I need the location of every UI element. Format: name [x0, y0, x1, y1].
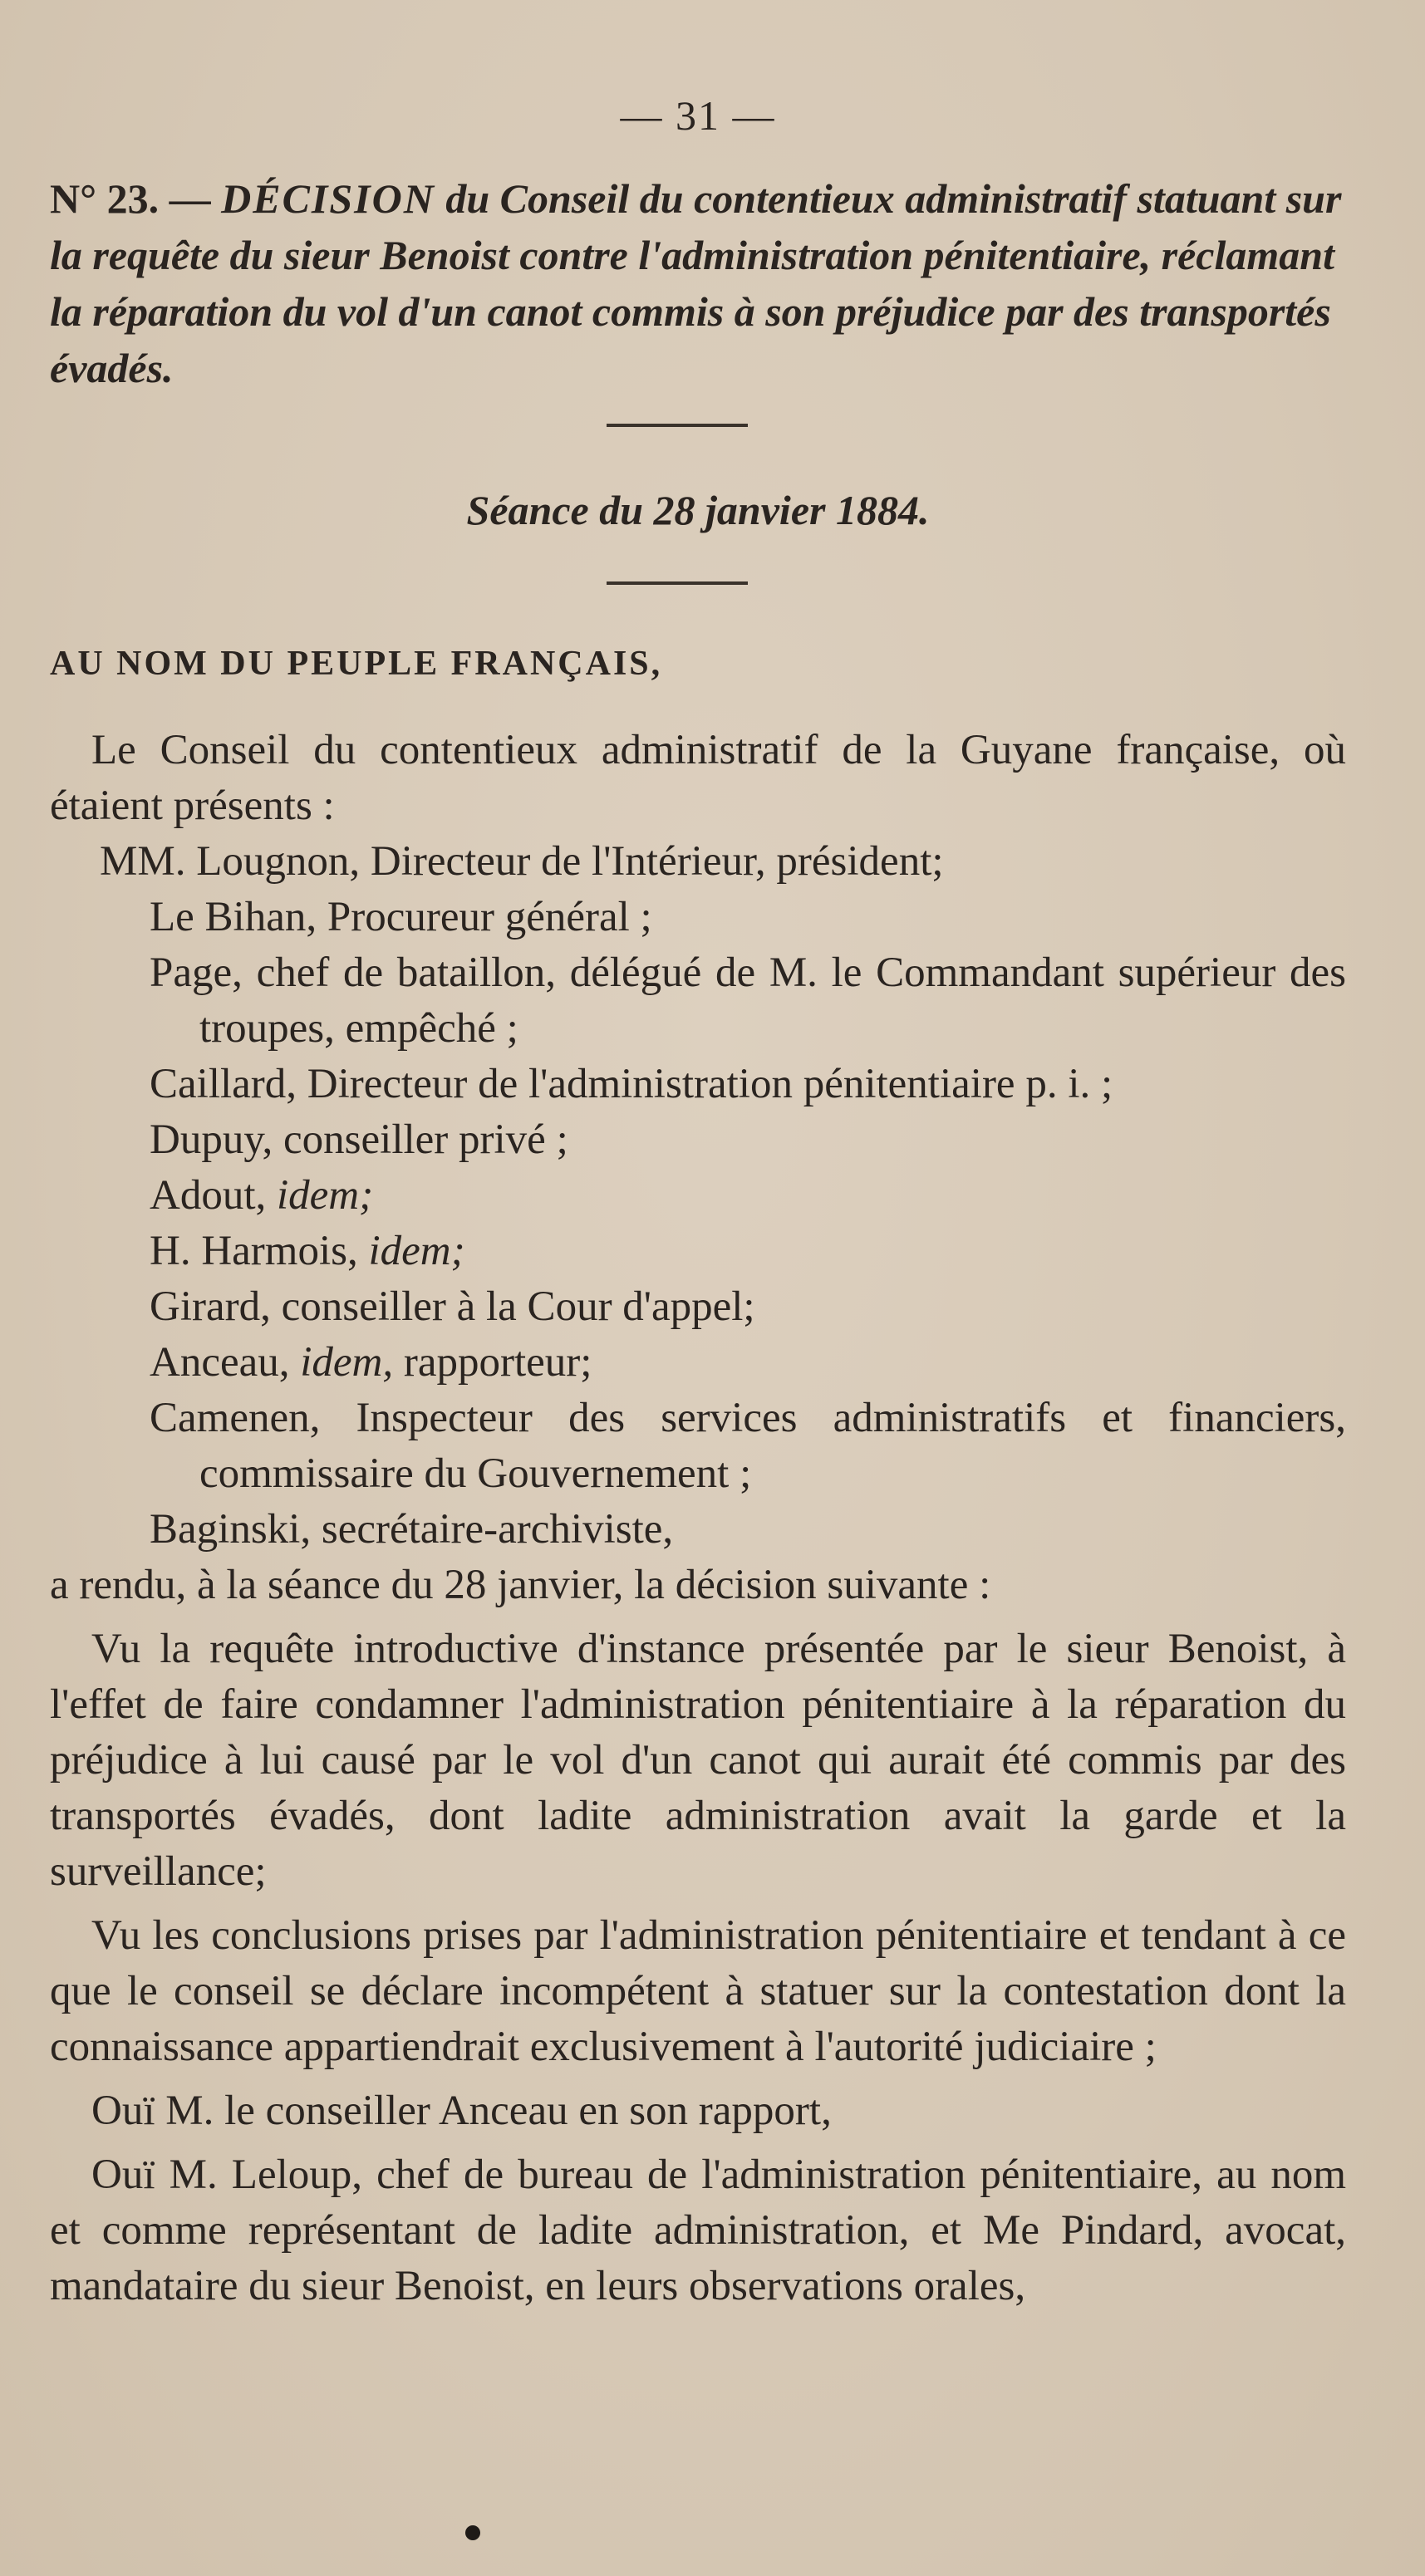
- member-line: Caillard, Directeur de l'administration pénitentiaire p. i. ;: [150, 1061, 1113, 1107]
- member-line: Camenen, Inspecteur des services administratifs et financiers, commissaire du Gouvernement ;: [150, 1395, 1346, 1497]
- divider-rule: [607, 424, 748, 427]
- member-line: Girard, conseiller à la Cour d'appel;: [150, 1283, 755, 1330]
- member-line: Anceau, idem, rapporteur;: [150, 1339, 592, 1386]
- vu-requete-paragraph: Vu la requête introductive d'instance présentée par le sieur Benoist, à l'effet de faire condamner l'administration pénitentiaire à la réparation du préjudice à lui causé par le vol d'un canot qui aurait été commis par des transportés évadés, dont ladite administration avait la garde et la surveillance;: [50, 1626, 1346, 1895]
- seance-date: Séance du 28 janvier 1884.: [466, 487, 930, 533]
- document-body: [50, 723, 1346, 2314]
- member-line: Le Bihan, Procureur général ;: [150, 894, 652, 940]
- member-line: MM. Lougnon, Directeur de l'Intérieur, président;: [100, 838, 944, 885]
- oui-representants-paragraph: Ouï M. Leloup, chef de bureau de l'administration pénitentiaire, au nom et comme représentant de ladite administration, et Me Pindard, avocat, mandataire du sieur Benoist, en leurs observations orales,: [50, 2152, 1346, 2309]
- document-page: [50, 0, 1346, 2576]
- member-line: Dupuy, conseiller privé ;: [150, 1116, 568, 1163]
- divider-rule: [607, 581, 748, 585]
- decision-heading: [50, 170, 1346, 396]
- oui-rapporteur-paragraph: Ouï M. le conseiller Anceau en son rapport,: [91, 2088, 832, 2134]
- member-line: Baginski, secrétaire-archiviste,: [150, 1506, 674, 1553]
- decision-number: N° 23. —: [50, 175, 211, 222]
- decision-title: du Conseil du contentieux administratif statuant sur la requête du sieur Benoist contre l'administration pénitentiaire, réclamant la réparation du vol d'un canot commis à son préjudice par des transportés évadés.: [50, 175, 1342, 391]
- page-number: — 31 —: [620, 92, 776, 139]
- member-line: H. Harmois, idem;: [150, 1228, 465, 1274]
- member-line: Adout, idem;: [150, 1172, 374, 1219]
- decision-word: DÉCISION: [221, 175, 435, 222]
- member-line: Page, chef de bataillon, délégué de M. le Commandant supérieur des troupes, empêché ;: [150, 949, 1346, 1052]
- vu-conclusions-paragraph: Vu les conclusions prises par l'administration pénitentiaire et tendant à ce que le conseil se déclare incompétent à statuer sur la contestation dont la connaissance appartiendrait exclusivement à l'autorité judiciaire ;: [50, 1912, 1346, 2070]
- rendu-line: a rendu, à la séance du 28 janvier, la décision suivante :: [50, 1562, 991, 1608]
- intro-paragraph: Le Conseil du contentieux administratif de la Guyane française, où étaient présents :: [50, 727, 1346, 829]
- ink-dot: [465, 2525, 480, 2540]
- au-nom-du-peuple: AU NOM DU PEUPLE FRANÇAIS,: [50, 645, 663, 683]
